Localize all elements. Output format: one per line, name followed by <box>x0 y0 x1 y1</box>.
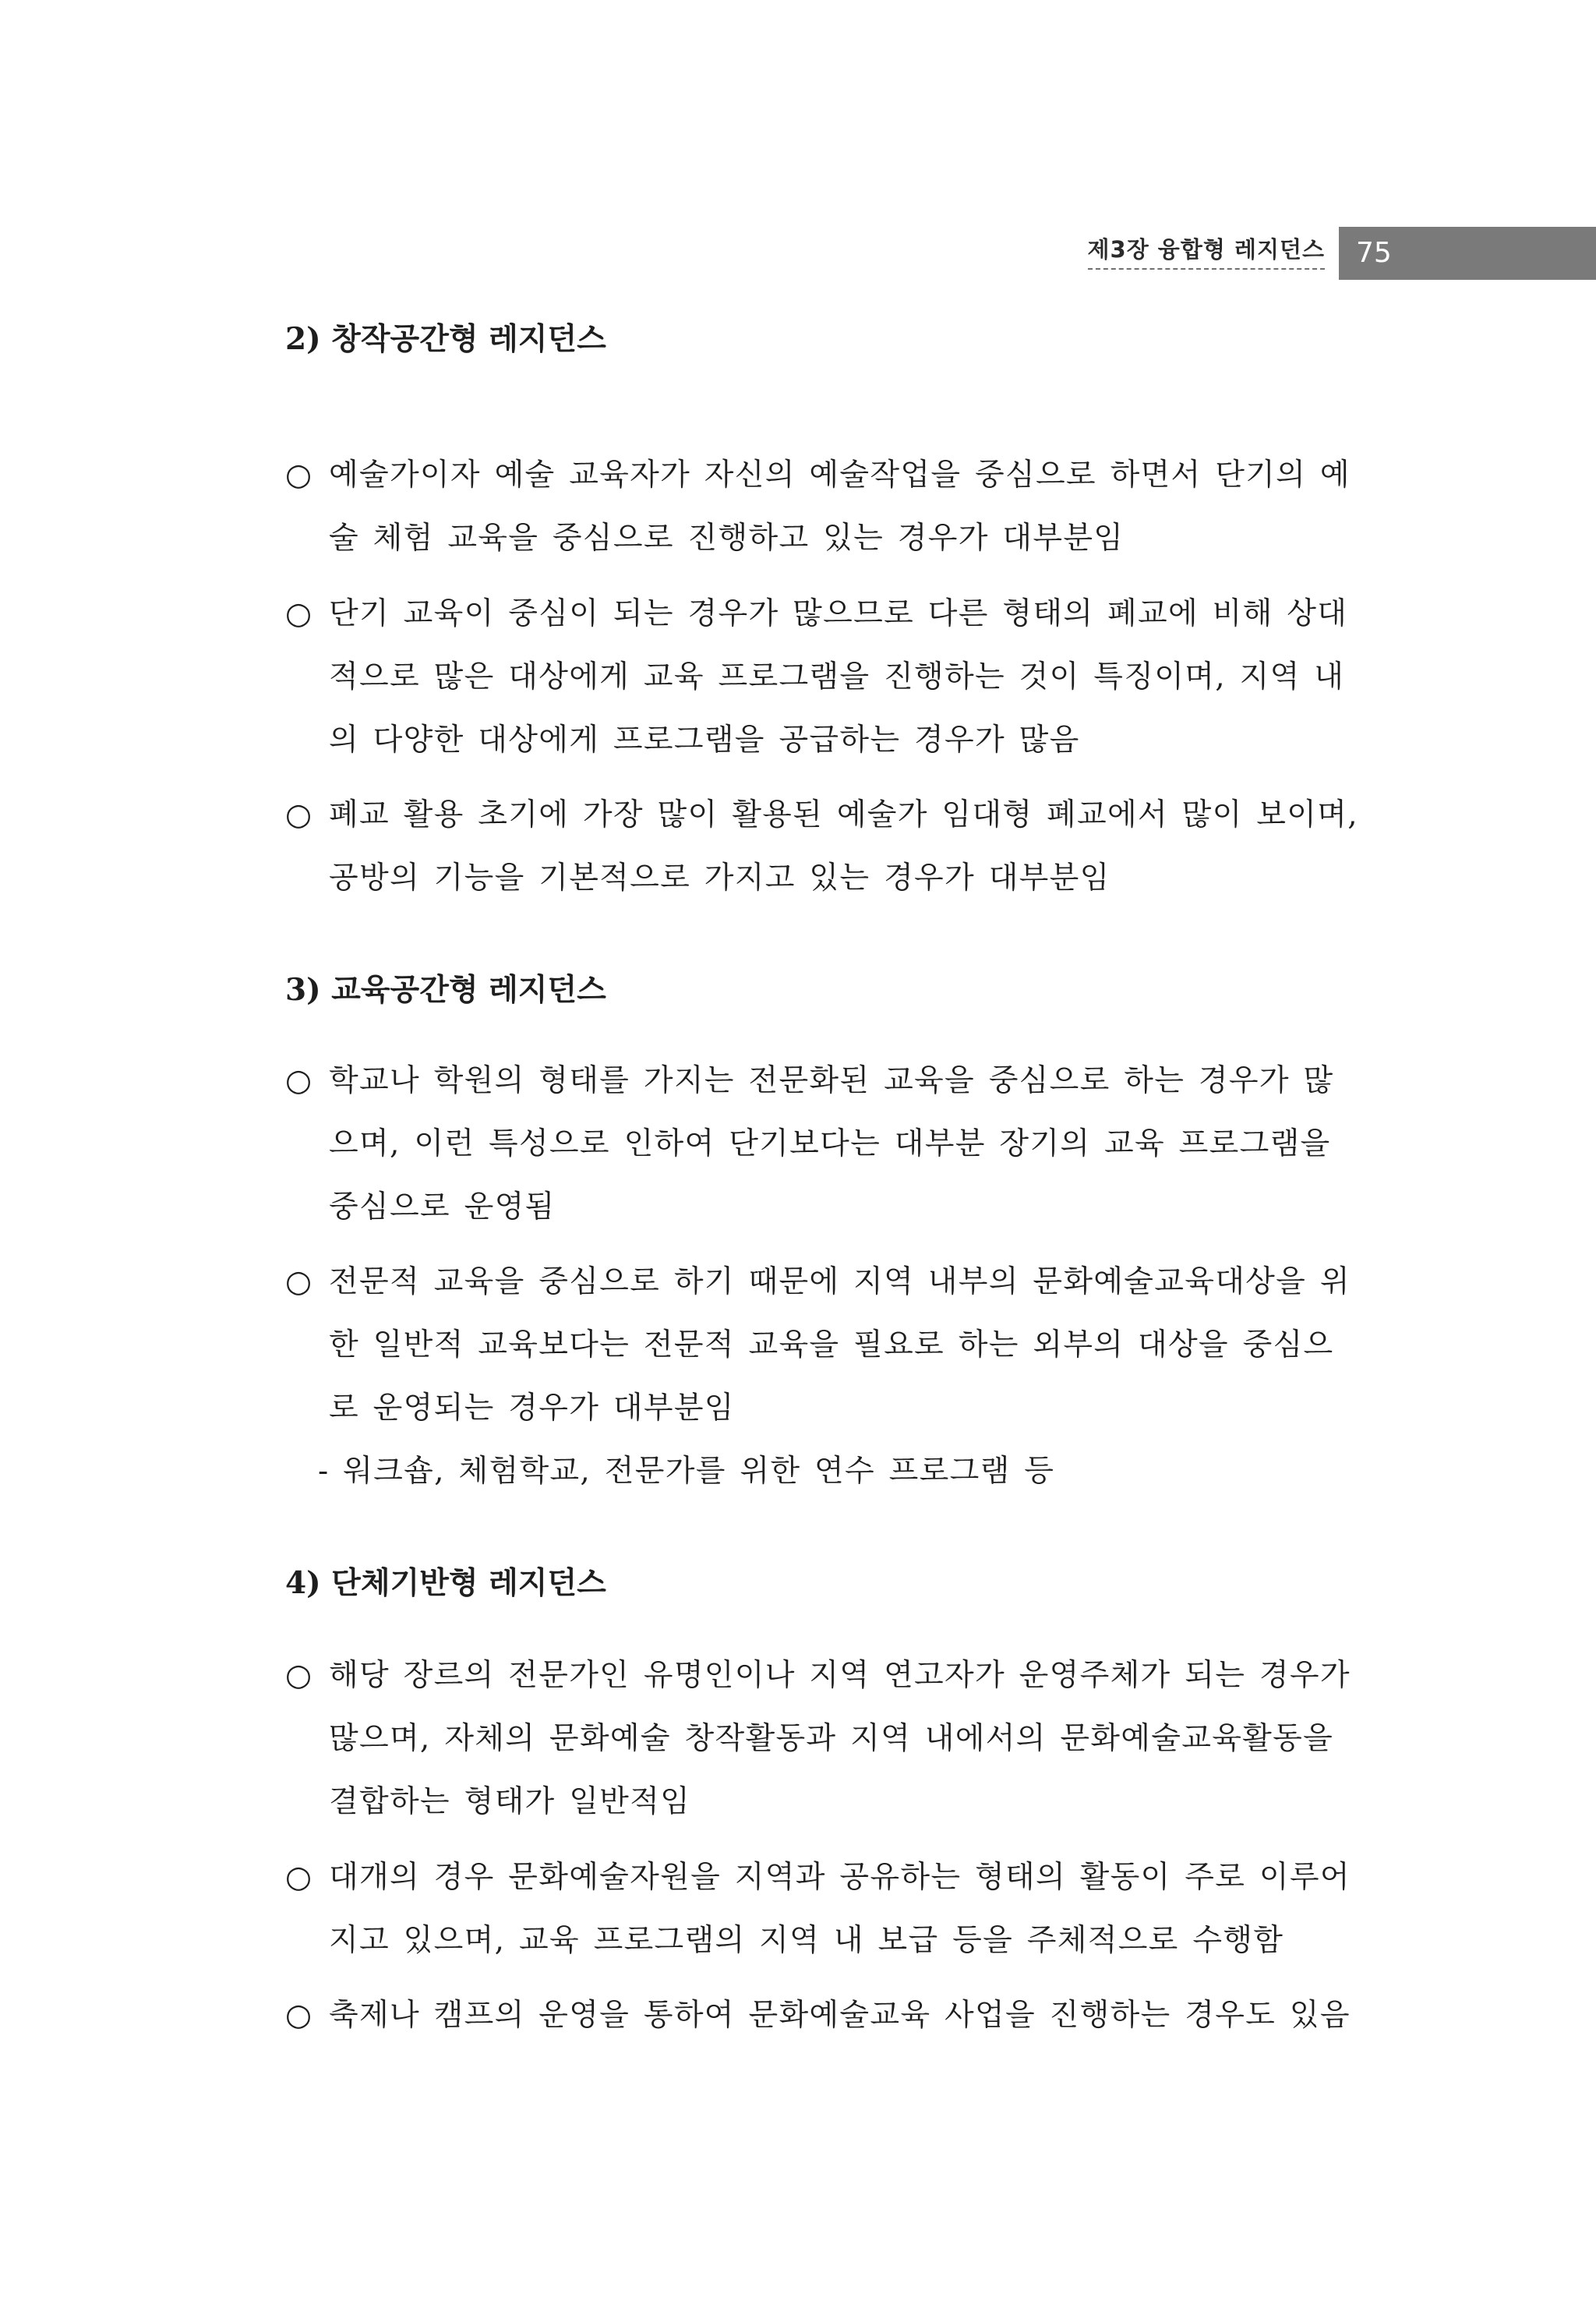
section-heading: 2) 창작공간형 레지던스 <box>285 321 606 357</box>
sub-item: - 워크숍, 체험학교, 전문가를 위한 연수 프로그램 등 <box>318 1454 1055 1489</box>
circle-bullet-icon: ○ <box>285 1998 313 2033</box>
item-line: ○ 축제나 캠프의 운영을 통하여 문화예술교육 사업을 진행하는 경우도 있음 <box>285 1984 1348 2047</box>
bullet-item <box>285 582 1348 772</box>
item-line: 로 운영되는 경우가 대부분임 <box>329 1391 735 1426</box>
item-line: ○ 대개의 경우 문화예술자원을 지역과 공유하는 형태의 활동이 주로 이루어 <box>285 1846 1348 1909</box>
section-heading: 4) 단체기반형 레지던스 <box>285 1565 606 1601</box>
chapter-title: 제3장 융합형 레지던스 <box>1088 234 1326 270</box>
bullet-item <box>285 1846 1351 1972</box>
bullet-item <box>285 444 1351 570</box>
section-heading: 3) 교육공간형 레지던스 <box>285 972 606 1008</box>
item-line: 한 일반적 교육보다는 전문적 교육을 필요로 하는 외부의 대상을 중심으 <box>329 1327 1334 1362</box>
bullet-item <box>285 1644 1351 1833</box>
item-line: ○ 예술가이자 예술 교육자가 자신의 예술작업을 중심으로 하면서 단기의 예 <box>285 444 1348 507</box>
item-line: 지고 있으며, 교육 프로그램의 지역 내 보급 등을 주체적으로 수행함 <box>329 1923 1284 1958</box>
item-line: ○ 전문적 교육을 중심으로 하기 때문에 지역 내부의 문화예술교육대상을 위 <box>285 1250 1348 1313</box>
item-line: 으며, 이런 특성으로 인하여 단기보다는 대부분 장기의 교육 프로그램을 <box>329 1126 1331 1161</box>
dash-bullet-icon: - <box>318 1454 330 1489</box>
circle-bullet-icon: ○ <box>285 1860 313 1895</box>
item-line: 공방의 기능을 기본적으로 가지고 있는 경우가 대부분임 <box>329 861 1110 896</box>
circle-bullet-icon: ○ <box>285 1658 313 1693</box>
item-line: 의 다양한 대상에게 프로그램을 공급하는 경우가 많음 <box>329 723 1080 758</box>
bullet-item <box>285 1049 1348 1239</box>
bullet-item <box>285 1250 1351 1440</box>
item-line: 적으로 많은 대상에게 교육 프로그램을 진행하는 것이 특징이며, 지역 내 <box>329 659 1345 694</box>
item-line: 술 체험 교육을 중심으로 진행하고 있는 경우가 대부분임 <box>329 521 1125 556</box>
item-line: 많으며, 자체의 문화예술 창작활동과 지역 내에서의 문화예술교육활동을 <box>329 1721 1334 1756</box>
item-line: 중심으로 운영됨 <box>329 1189 556 1225</box>
circle-bullet-icon: ○ <box>285 1264 313 1299</box>
item-line: ○ 해당 장르의 전문가인 유명인이나 지역 연고자가 운영주체가 되는 경우가 <box>285 1644 1348 1707</box>
page-number-tab <box>1339 227 1596 280</box>
circle-bullet-icon: ○ <box>285 1063 313 1098</box>
circle-bullet-icon: ○ <box>285 797 313 832</box>
item-line: ○ 학교나 학원의 형태를 가지는 전문화된 교육을 중심으로 하는 경우가 많 <box>285 1049 1348 1112</box>
circle-bullet-icon: ○ <box>285 596 313 631</box>
bullet-item <box>285 783 1358 910</box>
item-line: ○ 폐교 활용 초기에 가장 많이 활용된 예술가 임대형 폐교에서 많이 보이며, <box>285 783 1348 846</box>
item-line: ○ 단기 교육이 중심이 되는 경우가 많으므로 다른 형태의 폐교에 비해 상대 <box>285 582 1348 645</box>
bullet-item <box>285 1984 1351 2047</box>
item-line: 결합하는 형태가 일반적임 <box>329 1784 691 1819</box>
circle-bullet-icon: ○ <box>285 458 313 493</box>
page-number: 75 <box>1356 237 1392 269</box>
